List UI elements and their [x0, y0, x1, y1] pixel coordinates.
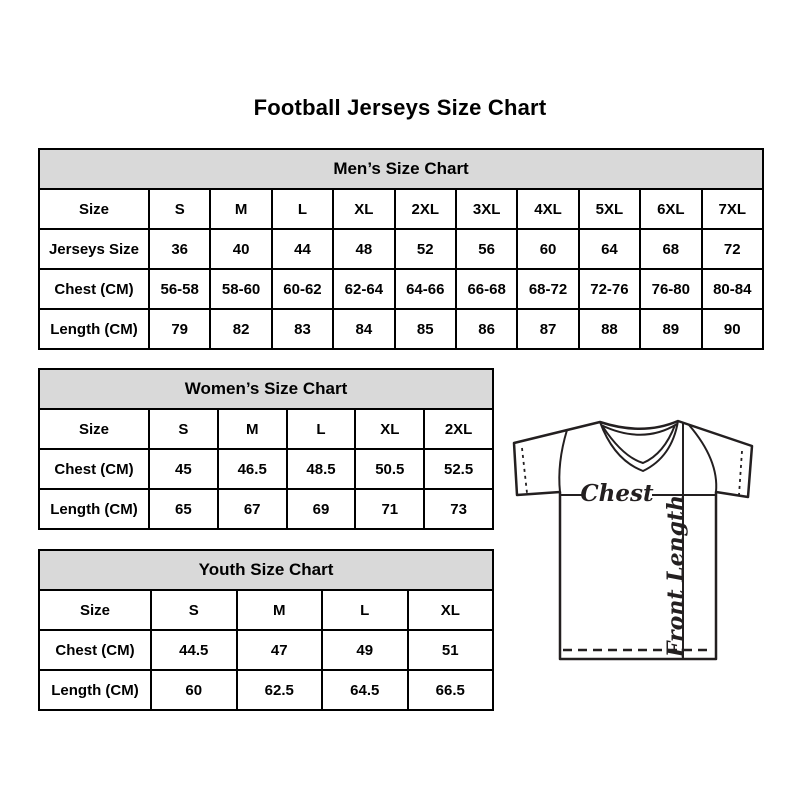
cell: 47 — [237, 630, 323, 670]
cell: 71 — [355, 489, 424, 529]
cell: 89 — [640, 309, 701, 349]
row-label: Length (CM) — [39, 670, 151, 710]
cell: 46.5 — [218, 449, 287, 489]
cell: 73 — [424, 489, 493, 529]
mens-size-table — [38, 148, 764, 350]
page-title: Football Jerseys Size Chart — [253, 95, 547, 120]
cell: 56-58 — [149, 269, 210, 309]
cell: 7XL — [702, 189, 764, 229]
cell: 66.5 — [408, 670, 494, 710]
cell: 51 — [408, 630, 494, 670]
cell: 79 — [149, 309, 210, 349]
cell: 68-72 — [517, 269, 578, 309]
cell: 84 — [333, 309, 394, 349]
table-row — [39, 489, 493, 529]
table-row — [39, 630, 493, 670]
table-row — [39, 590, 493, 630]
cell: 88 — [579, 309, 640, 349]
front-length-label: Front Length — [663, 494, 689, 658]
row-label: Length (CM) — [39, 309, 149, 349]
row-label: Size — [39, 189, 149, 229]
womens-table-title: Women’s Size Chart — [39, 369, 493, 409]
cell: 48.5 — [287, 449, 356, 489]
cell: 56 — [456, 229, 517, 269]
table-row — [39, 269, 763, 309]
mens-table-title: Men’s Size Chart — [39, 149, 763, 189]
cell: 48 — [333, 229, 394, 269]
cell: 64 — [579, 229, 640, 269]
youth-table-title: Youth Size Chart — [39, 550, 493, 590]
cell: XL — [408, 590, 494, 630]
cell: 83 — [272, 309, 333, 349]
jersey-outline-shape — [514, 421, 752, 659]
cell: 45 — [149, 449, 218, 489]
cell: 64.5 — [322, 670, 408, 710]
row-label: Chest (CM) — [39, 269, 149, 309]
table-row — [39, 449, 493, 489]
cell: XL — [355, 409, 424, 449]
cell: 3XL — [456, 189, 517, 229]
cell: 62.5 — [237, 670, 323, 710]
cell: 52 — [395, 229, 456, 269]
row-label: Jerseys Size — [39, 229, 149, 269]
cell: 40 — [210, 229, 271, 269]
row-label: Chest (CM) — [39, 449, 149, 489]
row-label: Chest (CM) — [39, 630, 151, 670]
cell: 60-62 — [272, 269, 333, 309]
womens-size-table — [38, 368, 494, 530]
table-row — [39, 229, 763, 269]
cell: 85 — [395, 309, 456, 349]
cell: 66-68 — [456, 269, 517, 309]
cell: M — [237, 590, 323, 630]
cell: 90 — [702, 309, 764, 349]
cell: 52.5 — [424, 449, 493, 489]
cell: 2XL — [395, 189, 456, 229]
cell: XL — [333, 189, 394, 229]
cell: 60 — [151, 670, 237, 710]
cell: M — [210, 189, 271, 229]
cell: 65 — [149, 489, 218, 529]
cell: 86 — [456, 309, 517, 349]
cell: S — [149, 189, 210, 229]
cell: 6XL — [640, 189, 701, 229]
table-row — [39, 189, 763, 229]
cell: S — [151, 590, 237, 630]
cell: 72 — [702, 229, 764, 269]
cell: 76-80 — [640, 269, 701, 309]
cell: 50.5 — [355, 449, 424, 489]
row-label: Size — [39, 409, 149, 449]
cell: M — [218, 409, 287, 449]
cell: 44.5 — [151, 630, 237, 670]
cell: 82 — [210, 309, 271, 349]
table-row — [39, 670, 493, 710]
cell: 68 — [640, 229, 701, 269]
cell: 80-84 — [702, 269, 764, 309]
cell: 5XL — [579, 189, 640, 229]
cell: 58-60 — [210, 269, 271, 309]
table-row — [39, 409, 493, 449]
table-row — [39, 309, 763, 349]
cell: 64-66 — [395, 269, 456, 309]
row-label: Size — [39, 590, 151, 630]
cell: L — [287, 409, 356, 449]
youth-size-table — [38, 549, 494, 711]
cell: 36 — [149, 229, 210, 269]
cell: S — [149, 409, 218, 449]
cell: 60 — [517, 229, 578, 269]
chest-label: Chest — [580, 480, 654, 507]
row-label: Length (CM) — [39, 489, 149, 529]
cell: 4XL — [517, 189, 578, 229]
jersey-measurement-diagram — [510, 414, 758, 664]
cell: 44 — [272, 229, 333, 269]
cell: 49 — [322, 630, 408, 670]
cell: L — [322, 590, 408, 630]
cell: 69 — [287, 489, 356, 529]
cell: 2XL — [424, 409, 493, 449]
cell: 67 — [218, 489, 287, 529]
cell: 87 — [517, 309, 578, 349]
cell: L — [272, 189, 333, 229]
cell: 72-76 — [579, 269, 640, 309]
cell: 62-64 — [333, 269, 394, 309]
